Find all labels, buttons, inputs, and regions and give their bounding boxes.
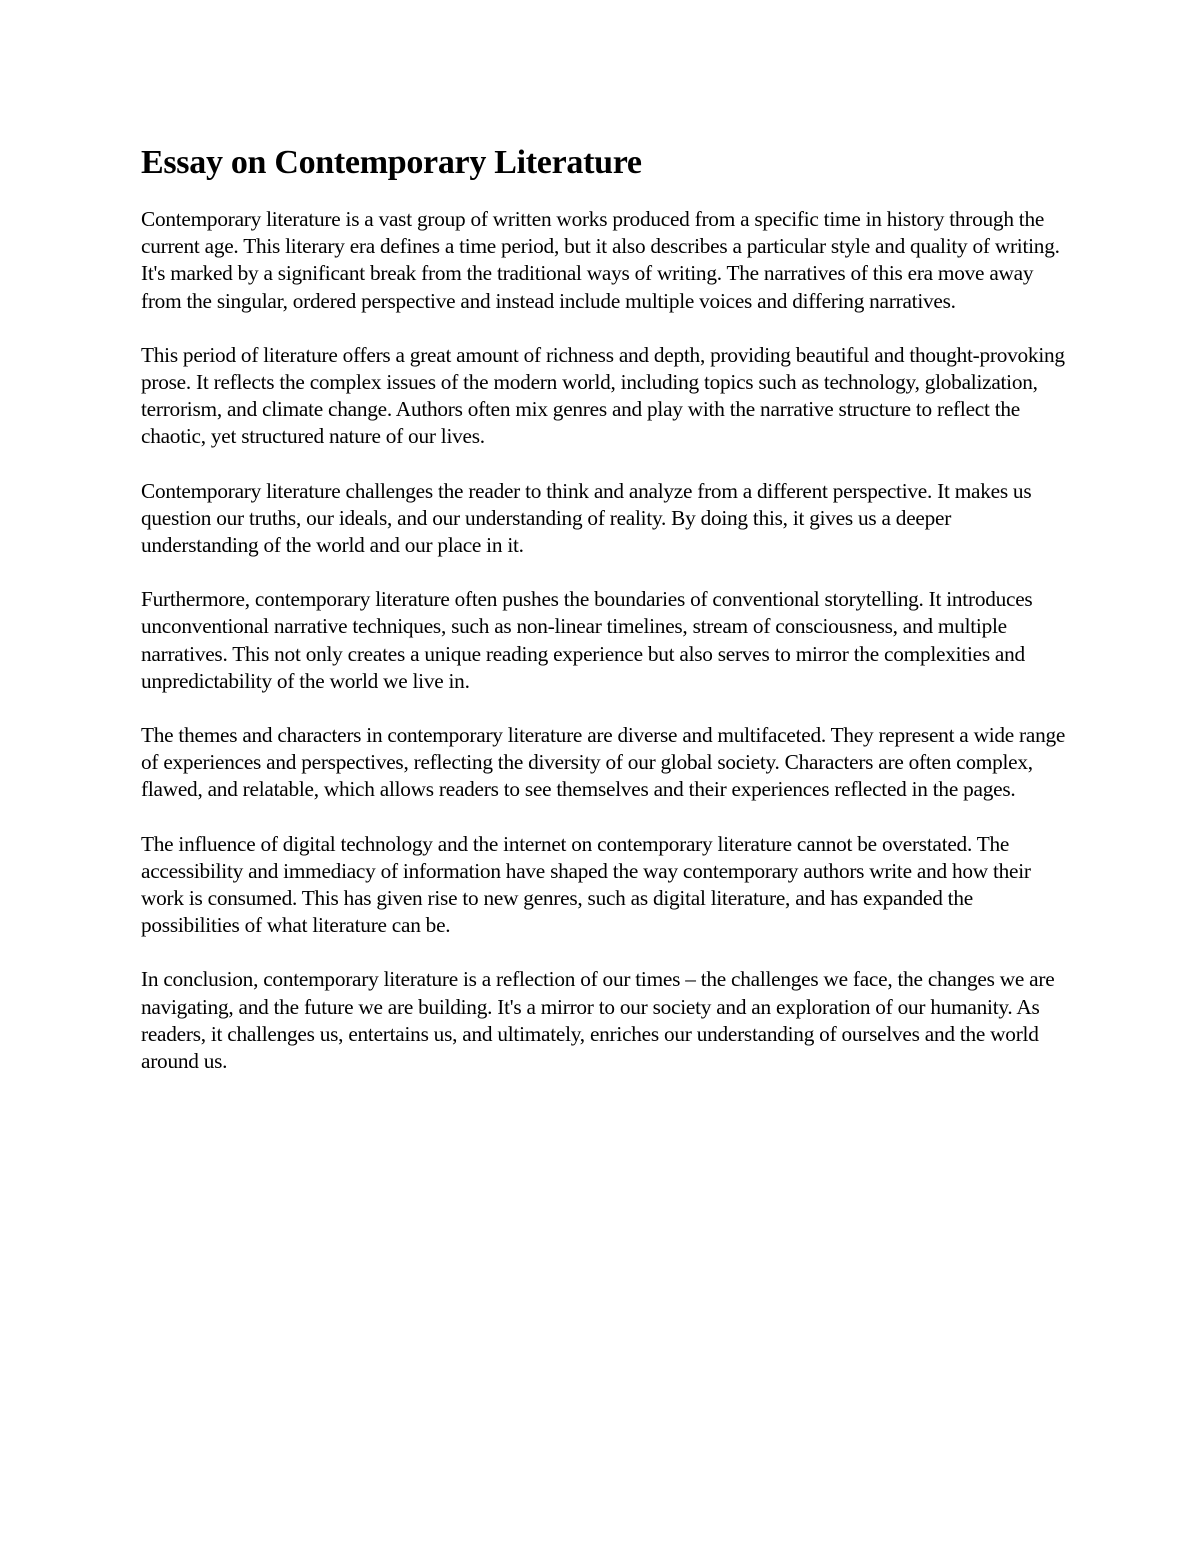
paragraph-storytelling: Furthermore, contemporary literature often pushes the boundaries of conventional storytelling. It introduces unconventional narrative techniques, such as non-linear timelines, stream of consciousness, and multiple narratives. This not only creates a unique reading experience but also serves to mirror the complexities and unpredictability of the world we live in. [141,587,1033,693]
paragraph-richness: This period of literature offers a great amount of richness and depth, providing beautiful and thought-provoking prose. It reflects the complex issues of the modern world, including topics such as technology, globalization, terrorism, and climate change. Authors often mix genres and play with the narrative structure to reflect the chaotic, yet structured nature of our lives. [141,342,1065,449]
paragraph-conclusion: In conclusion, contemporary literature is a reflection of our times – the challenges we face, the changes we are navigating, and the future we are building. It's a mirror to our society and an exploration of our humanity. As readers, it challenges us, entertains us, and ultimately, enriches our understanding of ourselves and the world around us. [141,967,1055,1074]
paragraph-challenges-reader: Contemporary literature challenges the reader to think and analyze from a different perspective. It makes us question our truths, our ideals, and our understanding of reality. By doing this, it gives us a deeper understanding of the world and our place in it. [141,478,1032,558]
paragraph-intro: Contemporary literature is a vast group of written works produced from a specific time in history through the current age. This literary era defines a time period, but it also describes a particular style and quality of writing. It's marked by a significant break from the traditional ways of writing. The narratives of this era move away from the singular, ordered perspective and instead include multiple voices and differing narratives. [141,207,1060,313]
document-title: Essay on Contemporary Literature [141,144,642,181]
paragraph-digital-technology: The influence of digital technology and the internet on contemporary literature cannot be overstated. The accessibility and immediacy of information have shaped the way contemporary authors write and how their work is consumed. This has given rise to new genres, such as digital literature, and has expanded the possibilities of what literature can be. [141,831,1031,938]
paragraph-themes-characters: The themes and characters in contemporary literature are diverse and multifaceted. They represent a wide range of experiences and perspectives, reflecting the diversity of our global society. Characters are often complex, flawed, and relatable, which allows readers to see themselves and their experiences reflected in the pages. [141,723,1066,802]
document-body [141,142,1066,1102]
